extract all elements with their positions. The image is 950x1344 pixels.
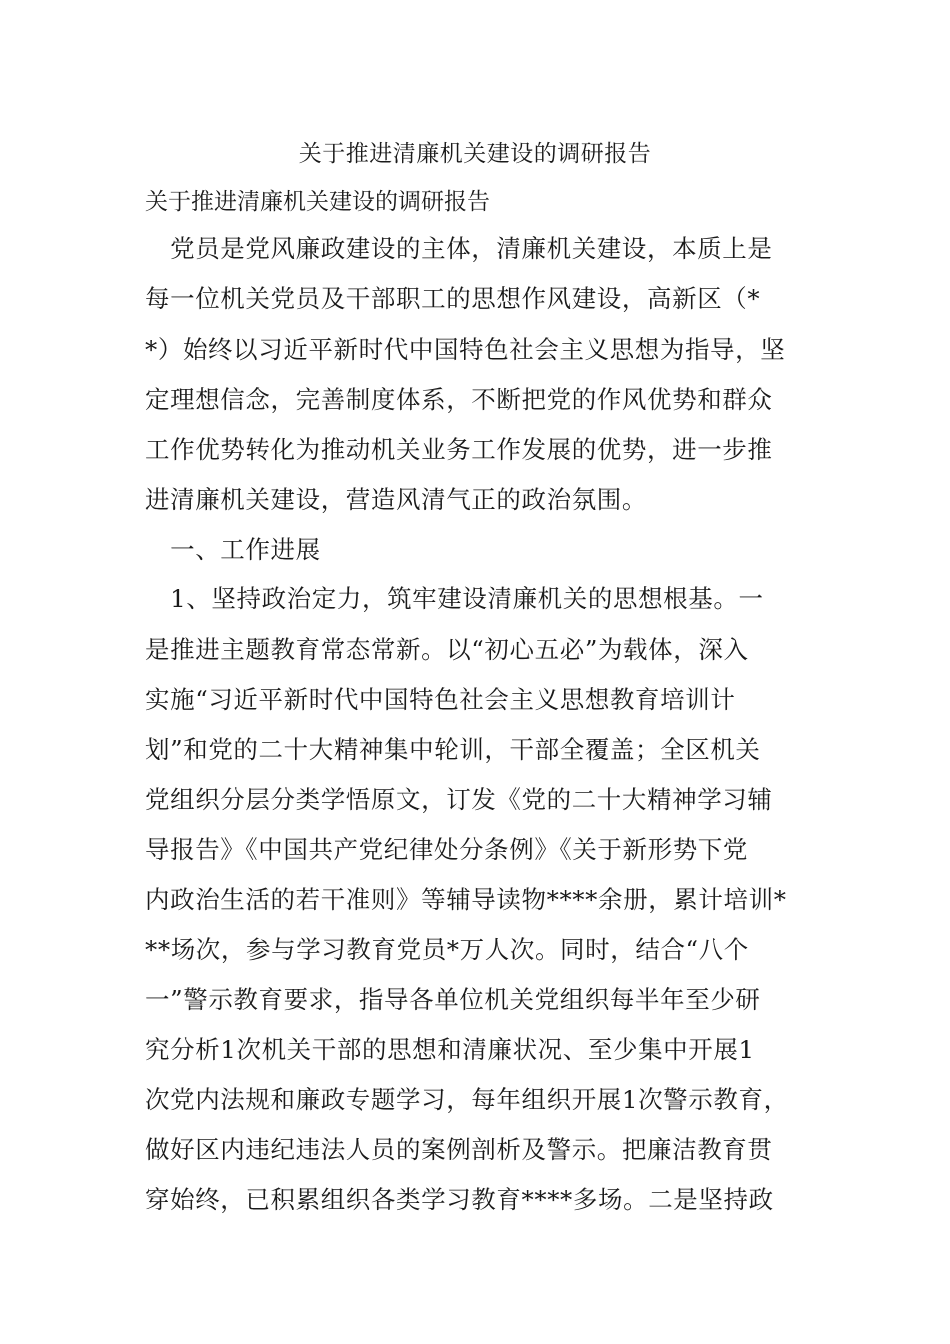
section-heading: 一、工作进展 [145, 535, 321, 564]
body-line: 党员是党风廉政建设的主体，清廉机关建设，本质上是 [145, 234, 773, 263]
body-line: 工作优势转化为推动机关业务工作发展的优势，进一步推 [145, 435, 773, 464]
body-line: 划”和党的二十大精神集中轮训，干部全覆盖；全区机关 [145, 735, 761, 764]
body-line: 穿始终，已积累组织各类学习教育****多场。二是坚持政 [145, 1185, 774, 1214]
body-line: 是推进主题教育常态常新。以“初心五必”为载体，深入 [145, 635, 749, 664]
body-line: 一”警示教育要求，指导各单位机关党组织每半年至少研 [145, 985, 761, 1014]
body-line: *）始终以习近平新时代中国特色社会主义思想为指导，坚 [145, 335, 786, 364]
body-line: **场次，参与学习教育党员*万人次。同时，结合“八个 [145, 935, 749, 964]
body-line: 进清廉机关建设，营造风清气正的政治氛围。 [145, 485, 647, 514]
body-line: 每一位机关党员及干部职工的思想作风建设，高新区（* [145, 284, 761, 313]
document-title: 关于推进清廉机关建设的调研报告 [298, 141, 652, 167]
document-subtitle: 关于推进清廉机关建设的调研报告 [145, 189, 490, 215]
body-line: 实施“习近平新时代中国特色社会主义思想教育培训计 [145, 685, 736, 714]
body-line: 定理想信念，完善制度体系，不断把党的作风优势和群众 [145, 385, 773, 414]
body-line: 内政治生活的若干准则》等辅导读物****余册，累计培训* [145, 885, 787, 914]
body-line: 党组织分层分类学悟原文，订发《党的二十大精神学习辅 [145, 785, 773, 814]
body-line: 做好区内违纪违法人员的案例剖析及警示。把廉洁教育贯 [145, 1135, 773, 1164]
body-line: 次党内法规和廉政专题学习，每年组织开展1次警示教育， [145, 1085, 789, 1114]
body-line: 究分析1次机关干部的思想和清廉状况、至少集中开展1 [145, 1035, 755, 1064]
body-line: 导报告》《中国共产党纪律处分条例》《关于新形势下党 [145, 835, 748, 864]
body-line: 1、坚持政治定力，筑牢建设清廉机关的思想根基。一 [145, 584, 764, 613]
